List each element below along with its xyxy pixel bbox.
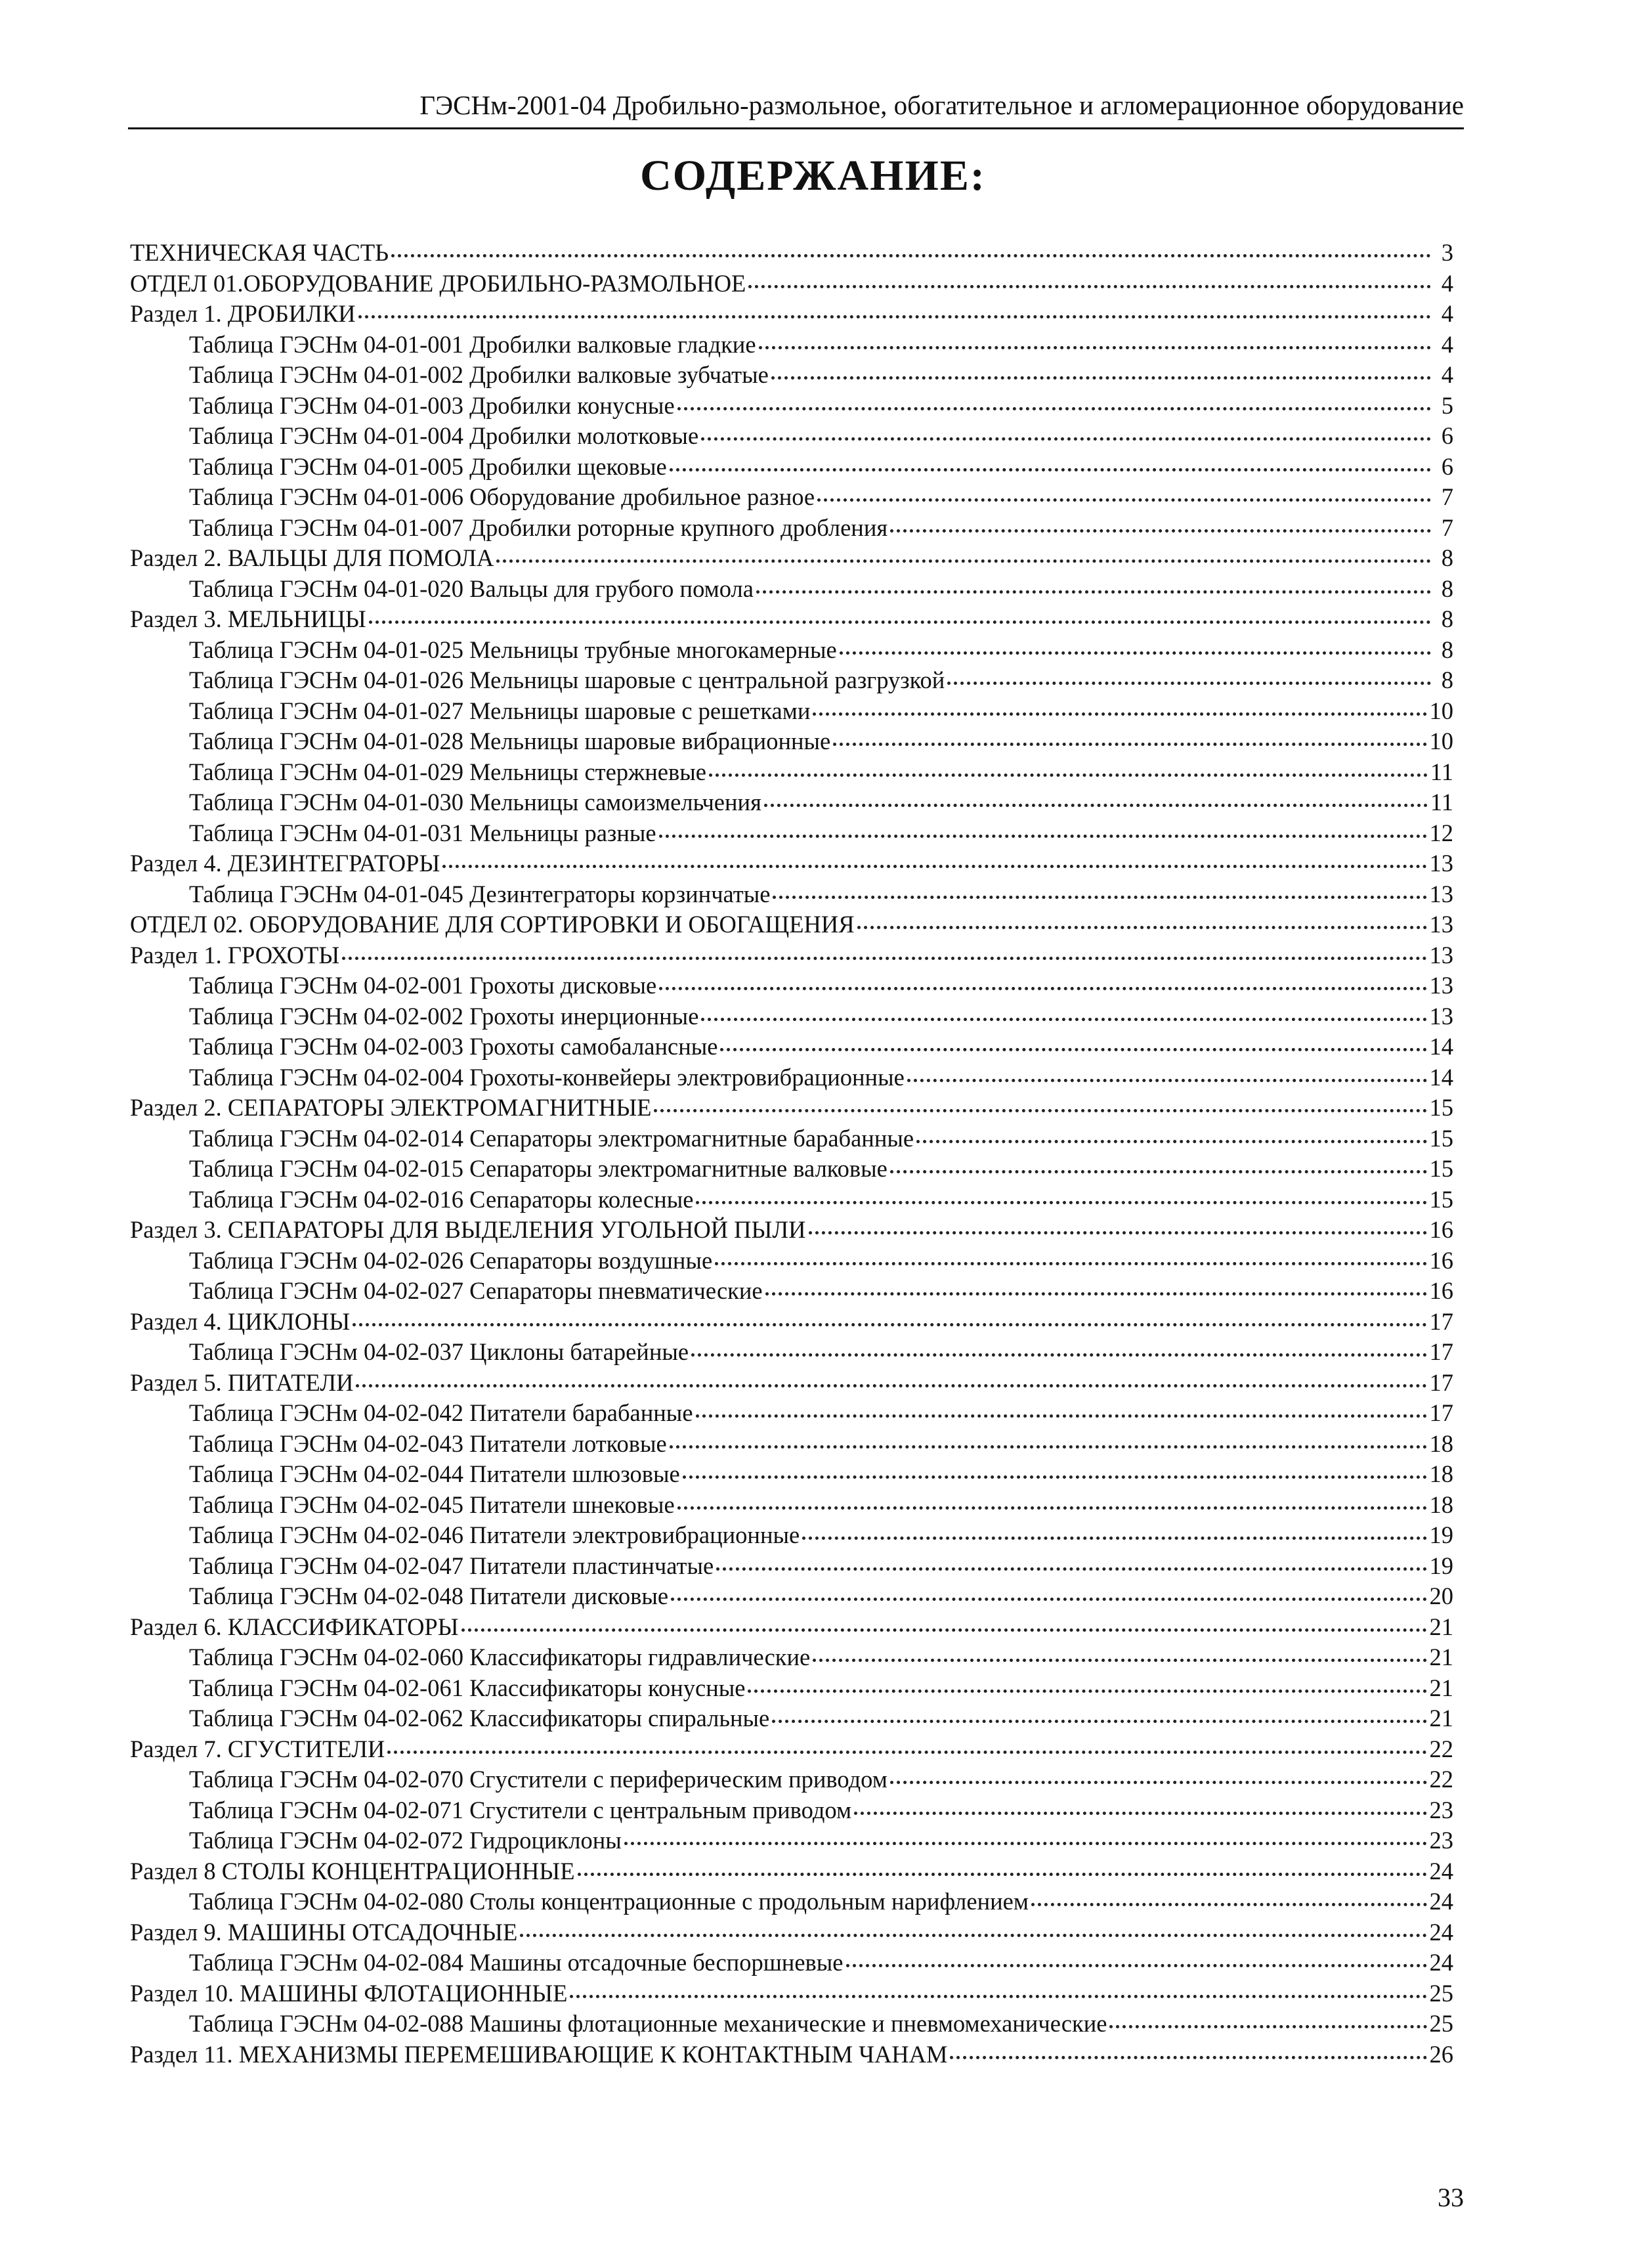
dot-leader [748, 285, 1431, 288]
page-title: СОДЕРЖАНИЕ: [640, 152, 986, 200]
dot-leader [578, 1873, 1427, 1876]
toc-entry-page: 20 [1429, 1582, 1453, 1609]
toc-entry-page: 10 [1429, 697, 1453, 724]
toc-entry-page: 16 [1429, 1277, 1453, 1304]
toc-entry-page: 17 [1429, 1368, 1453, 1396]
toc-entry-page: 5 [1441, 391, 1453, 419]
toc-entry-page: 23 [1429, 1796, 1453, 1823]
dot-leader [857, 926, 1427, 929]
toc-entry-page: 13 [1429, 911, 1453, 938]
toc-entry-page: 14 [1429, 1063, 1453, 1091]
toc-entry-title: Таблица ГЭСНм 04-01-031 Мельницы разные [189, 819, 656, 846]
toc-entry-page: 24 [1429, 1857, 1453, 1885]
toc-entry-page: 11 [1430, 758, 1453, 785]
dot-leader [773, 896, 1426, 899]
toc-entry-title: Таблица ГЭСНм 04-02-061 Классификаторы конусные [189, 1674, 746, 1701]
toc-entry-table [130, 879, 1453, 910]
toc-entry-page: 13 [1429, 972, 1453, 999]
toc-entry-title: Раздел 3. СЕПАРАТОРЫ ДЛЯ ВЫДЕЛЕНИЯ УГОЛЬНОЙ ПЫЛИ [130, 1216, 806, 1243]
toc-entry-title: Таблица ГЭСНм 04-02-062 Классификаторы спиральные [189, 1705, 770, 1732]
toc-entry-title: Раздел 10. МАШИНЫ ФЛОТАЦИОННЫЕ [130, 1979, 568, 2007]
toc-entry-page: 25 [1429, 1979, 1453, 2007]
toc-entry-table [130, 1764, 1453, 1795]
toc-entry-table [130, 1398, 1453, 1429]
toc-entry-section [130, 940, 1453, 971]
toc-entry-title: Таблица ГЭСНм 04-02-027 Сепараторы пневматические [189, 1277, 763, 1304]
toc-entry-page: 13 [1429, 941, 1453, 969]
dot-leader [677, 407, 1431, 410]
toc-entry-title: Таблица ГЭСНм 04-02-071 Сгустители с центральным приводом [189, 1796, 852, 1823]
toc-entry-table [130, 421, 1453, 452]
dot-leader [442, 865, 1426, 868]
dot-leader [772, 1720, 1426, 1723]
toc-entry-title: Таблица ГЭСНм 04-01-002 Дробилки валковые зубчатые [189, 361, 769, 388]
toc-entry-page: 26 [1429, 2040, 1453, 2068]
dot-leader [683, 1475, 1427, 1479]
toc-entry-table [130, 818, 1453, 849]
dot-leader [701, 437, 1431, 441]
toc-entry-page: 15 [1429, 1124, 1453, 1152]
toc-entry-table [130, 574, 1453, 605]
toc-entry-section [130, 269, 1453, 299]
toc-entry-page: 21 [1429, 1705, 1453, 1732]
dot-leader [709, 774, 1428, 777]
toc-entry-title: Таблица ГЭСНм 04-02-080 Столы концентрационные с продольным нарифлением [189, 1888, 1029, 1915]
toc-entry-title: Раздел 5. ПИТАТЕЛИ [130, 1368, 354, 1396]
toc-entry-title: Таблица ГЭСНм 04-01-045 Дезинтеграторы корзинчатые [189, 880, 771, 907]
toc-entry-title: Раздел 2. ВАЛЬЦЫ ДЛЯ ПОМОЛА [130, 544, 494, 571]
toc-entry-table [130, 635, 1453, 666]
toc-entry-table [130, 665, 1453, 696]
dot-leader [813, 1659, 1426, 1662]
toc-entry-title: Таблица ГЭСНм 04-02-060 Классификаторы гидравлические [189, 1644, 811, 1670]
toc-entry-page: 17 [1429, 1399, 1453, 1426]
toc-entry-page: 17 [1429, 1338, 1453, 1365]
toc-entry-title: Раздел 9. МАШИНЫ ОТСАДОЧНЫЕ [130, 1918, 518, 1946]
dot-leader [916, 1140, 1426, 1143]
toc-entry-page: 8 [1441, 605, 1453, 632]
toc-entry-section [130, 604, 1453, 635]
toc-entry-title: Раздел 1. ДРОБИЛКИ [130, 300, 356, 327]
toc-entry-title: Раздел 6. КЛАССИФИКАТОРЫ [130, 1613, 459, 1640]
toc-entry-title: Таблица ГЭСНм 04-02-088 Машины флотационные механические и пневмомеханические [189, 2010, 1107, 2037]
dot-leader [369, 621, 1431, 624]
toc-entry-table [130, 1062, 1453, 1093]
toc-entry-table [130, 330, 1453, 360]
toc-entry-page: 21 [1429, 1644, 1453, 1670]
toc-entry-page: 18 [1429, 1491, 1453, 1518]
toc-entry-title: Таблица ГЭСНм 04-02-037 Циклоны батарейные [189, 1338, 689, 1365]
dot-leader [496, 559, 1431, 563]
dot-leader [659, 835, 1427, 838]
toc-entry-title: Таблица ГЭСНм 04-01-001 Дробилки валковые гладкие [189, 330, 756, 358]
toc-entry-table [130, 360, 1453, 391]
toc-entry-title: Таблица ГЭСНм 04-01-029 Мельницы стержневые [189, 758, 706, 785]
toc-entry-title: ОТДЕЛ 01.ОБОРУДОВАНИЕ ДРОБИЛЬНО-РАЗМОЛЬНОЕ [130, 269, 746, 297]
toc-entry-page: 7 [1441, 483, 1453, 510]
dot-leader [461, 1628, 1427, 1632]
toc-entry-title: Таблица ГЭСНм 04-02-047 Питатели пластинчатые [189, 1552, 714, 1579]
dot-leader [771, 376, 1431, 380]
dot-leader [813, 712, 1426, 716]
toc-entry-table [130, 1581, 1453, 1612]
dot-leader [802, 1537, 1426, 1540]
toc-entry-page: 17 [1429, 1307, 1453, 1335]
dot-leader [950, 2056, 1426, 2059]
toc-entry-page: 18 [1429, 1460, 1453, 1487]
toc-entry-table [130, 1642, 1453, 1673]
toc-entry-title: Таблица ГЭСНм 04-01-007 Дробилки роторные крупного дробления [189, 513, 888, 541]
toc-entry-title: Таблица ГЭСНм 04-01-026 Мельницы шаровые с центральной разгрузкой [189, 666, 945, 693]
toc-entry-table [130, 1185, 1453, 1215]
toc-entry-table [130, 1123, 1453, 1154]
toc-entry-page: 7 [1441, 513, 1453, 541]
toc-entry-table [130, 1276, 1453, 1307]
running-header: ГЭСНм-2001-04 Дробильно-размольное, обогатительное и агломерационное оборудование [419, 90, 1464, 120]
dot-leader [387, 1751, 1426, 1754]
toc-entry-page: 8 [1441, 636, 1453, 663]
toc-entry-section [130, 2039, 1453, 2070]
page-number: 33 [1438, 2183, 1464, 2212]
toc-entry-table [130, 1337, 1453, 1368]
dot-leader [671, 1598, 1426, 1601]
toc-entry-section [130, 1612, 1453, 1643]
toc-entry-title: ТЕХНИЧЕСКАЯ ЧАСТЬ [130, 239, 389, 266]
toc-entry-table [130, 2009, 1453, 2039]
dot-leader [356, 1384, 1426, 1387]
toc-entry-title: Таблица ГЭСНм 04-02-002 Грохоты инерционные [189, 1002, 699, 1030]
dot-leader [353, 1323, 1426, 1326]
toc-entry-page: 10 [1429, 728, 1453, 754]
dot-leader [748, 1690, 1426, 1693]
dot-leader [677, 1506, 1427, 1510]
toc-entry-page: 18 [1429, 1429, 1453, 1457]
toc-entry-table [130, 452, 1453, 483]
toc-entry-table [130, 757, 1453, 788]
toc-entry-section [130, 1215, 1453, 1246]
toc-entry-section [130, 909, 1453, 940]
dot-leader [890, 1781, 1427, 1784]
toc-entry-section [130, 1307, 1453, 1338]
toc-entry-table [130, 1520, 1453, 1551]
toc-entry-table [130, 391, 1453, 422]
toc-entry-title: Раздел 4. ДЕЗИНТЕГРАТОРЫ [130, 850, 440, 877]
dot-leader [756, 590, 1431, 594]
toc-entry-title: Раздел 8 СТОЛЫ КОНЦЕНТРАЦИОННЫЕ [130, 1857, 575, 1885]
toc-entry-title: Таблица ГЭСНм 04-01-003 Дробилки конусные [189, 391, 675, 419]
dot-leader [342, 957, 1426, 960]
toc-entry-title: Таблица ГЭСНм 04-02-044 Питатели шлюзовые [189, 1460, 680, 1487]
toc-entry-page: 16 [1429, 1216, 1453, 1243]
toc-entry-table [130, 1551, 1453, 1582]
toc-entry-title: Таблица ГЭСНм 04-02-014 Сепараторы электромагнитные барабанные [189, 1124, 914, 1152]
toc-entry-title: Раздел 4. ЦИКЛОНЫ [130, 1307, 351, 1335]
toc-entry-page: 13 [1429, 880, 1453, 907]
toc-entry-page: 8 [1441, 544, 1453, 571]
dot-leader [809, 1231, 1427, 1234]
toc-entry-page: 4 [1441, 330, 1453, 358]
dot-leader [817, 498, 1431, 502]
toc-entry-title: Таблица ГЭСНм 04-02-048 Питатели дисковые [189, 1582, 669, 1609]
toc-entry-title: Таблица ГЭСНм 04-02-042 Питатели барабанные [189, 1399, 693, 1426]
toc-entry-section [130, 1917, 1453, 1948]
toc-entry-page: 4 [1441, 269, 1453, 297]
dot-leader [715, 1262, 1426, 1265]
dot-leader [1109, 2025, 1426, 2028]
dot-leader [840, 651, 1431, 655]
toc-entry-page: 11 [1430, 789, 1453, 816]
dot-leader [696, 1201, 1426, 1204]
dot-leader [716, 1567, 1426, 1571]
toc-entry-table [130, 1032, 1453, 1062]
toc-entry-page: 3 [1441, 239, 1453, 266]
dot-leader [765, 1292, 1427, 1296]
toc-entry-page: 8 [1441, 666, 1453, 693]
toc-entry-table [130, 1001, 1453, 1032]
dot-leader [1031, 1903, 1427, 1906]
toc-entry-table [130, 1490, 1453, 1521]
toc-entry-title: Таблица ГЭСНм 04-01-020 Вальцы для грубого помола [189, 575, 754, 602]
toc-entry-table [130, 1703, 1453, 1734]
dot-leader [720, 1048, 1426, 1051]
toc-entry-table [130, 696, 1453, 727]
dot-leader [701, 1018, 1426, 1021]
dot-leader [846, 1964, 1427, 1967]
toc-entry-page: 13 [1429, 1002, 1453, 1030]
toc-entry-title: Таблица ГЭСНм 04-02-016 Сепараторы колесные [189, 1185, 694, 1213]
toc-entry-page: 19 [1429, 1521, 1453, 1548]
toc-entry-title: Таблица ГЭСНм 04-02-004 Грохоты-конвейеры электровибрационные [189, 1063, 905, 1091]
table-of-contents [130, 238, 1453, 2070]
dot-leader [764, 804, 1428, 807]
toc-entry-title: Таблица ГЭСНм 04-02-084 Машины отсадочные беспоршневые [189, 1949, 844, 1976]
toc-entry-section [130, 1978, 1453, 2009]
dot-leader [570, 1995, 1426, 1998]
dot-leader [890, 529, 1431, 533]
header-divider [128, 127, 1464, 129]
toc-entry-title: Таблица ГЭСНм 04-02-043 Питатели лотковые [189, 1429, 667, 1457]
toc-entry-title: Таблица ГЭСНм 04-01-030 Мельницы самоизмельчения [189, 789, 761, 816]
toc-entry-table [130, 1886, 1453, 1917]
toc-entry-page: 14 [1429, 1033, 1453, 1060]
dot-leader [696, 1414, 1427, 1418]
dot-leader [670, 1445, 1427, 1449]
toc-entry-page: 6 [1441, 422, 1453, 449]
toc-entry-section [130, 299, 1453, 330]
toc-entry-table [130, 970, 1453, 1001]
toc-entry-page: 21 [1429, 1613, 1453, 1640]
toc-entry-title: Таблица ГЭСНм 04-01-028 Мельницы шаровые вибрационные [189, 728, 831, 754]
toc-entry-page: 19 [1429, 1552, 1453, 1579]
dot-leader [833, 743, 1426, 746]
toc-entry-title: Таблица ГЭСНм 04-02-070 Сгустители с периферическим приводом [189, 1766, 888, 1793]
dot-leader [854, 1812, 1426, 1815]
dot-leader [947, 682, 1431, 685]
toc-entry-table [130, 787, 1453, 818]
toc-entry-title: Таблица ГЭСНм 04-01-004 Дробилки молотковые [189, 422, 699, 449]
toc-entry-page: 15 [1429, 1094, 1453, 1121]
toc-entry-page: 23 [1429, 1827, 1453, 1854]
dot-leader [890, 1170, 1427, 1173]
dot-leader [654, 1109, 1426, 1112]
toc-entry-page: 24 [1429, 1918, 1453, 1946]
toc-entry-table [130, 726, 1453, 757]
toc-entry-section [130, 1093, 1453, 1123]
toc-entry-title: Таблица ГЭСНм 04-01-005 Дробилки щековые [189, 452, 667, 480]
toc-entry-table [130, 1429, 1453, 1460]
toc-entry-title: Таблица ГЭСНм 04-02-026 Сепараторы воздушные [189, 1246, 713, 1274]
toc-entry-title: ОТДЕЛ 02. ОБОРУДОВАНИЕ ДЛЯ СОРТИРОВКИ И ОБОГАЩЕНИЯ [130, 911, 855, 938]
toc-entry-title: Таблица ГЭСНм 04-02-001 Грохоты дисковые [189, 972, 657, 999]
toc-entry-table [130, 1154, 1453, 1185]
toc-entry-page: 4 [1441, 300, 1453, 327]
toc-entry-page: 22 [1429, 1766, 1453, 1793]
toc-entry-section [130, 238, 1453, 269]
toc-entry-title: Таблица ГЭСНм 04-02-046 Питатели электровибрационные [189, 1521, 800, 1548]
toc-entry-title: Раздел 7. СГУСТИТЕЛИ [130, 1735, 385, 1762]
dot-leader [624, 1842, 1427, 1845]
dot-leader [391, 254, 1431, 257]
toc-entry-page: 21 [1429, 1674, 1453, 1701]
toc-entry-page: 4 [1441, 361, 1453, 388]
toc-entry-page: 6 [1441, 452, 1453, 480]
toc-entry-page: 13 [1429, 850, 1453, 877]
toc-entry-table [130, 1825, 1453, 1856]
toc-entry-title: Таблица ГЭСНм 04-02-072 Гидроциклоны [189, 1827, 622, 1854]
toc-entry-page: 12 [1429, 819, 1453, 846]
toc-entry-title: Таблица ГЭСНм 04-01-025 Мельницы трубные многокамерные [189, 636, 837, 663]
dot-leader [520, 1934, 1426, 1937]
toc-entry-page: 25 [1429, 2010, 1453, 2037]
toc-entry-section [130, 1856, 1453, 1887]
toc-entry-title: Таблица ГЭСНм 04-01-006 Оборудование дробильное разное [189, 483, 815, 510]
toc-entry-table [130, 1459, 1453, 1490]
toc-entry-table [130, 1948, 1453, 1978]
toc-entry-title: Таблица ГЭСНм 04-02-045 Питатели шнековые [189, 1491, 675, 1518]
dot-leader [759, 346, 1431, 349]
toc-entry-page: 24 [1429, 1949, 1453, 1976]
toc-entry-page: 24 [1429, 1888, 1453, 1915]
toc-entry-table [130, 1673, 1453, 1704]
toc-entry-title: Раздел 2. СЕПАРАТОРЫ ЭЛЕКТРОМАГНИТНЫЕ [130, 1094, 652, 1121]
toc-entry-page: 8 [1441, 575, 1453, 602]
toc-entry-table [130, 1795, 1453, 1826]
dot-leader [659, 987, 1426, 990]
dot-leader [358, 315, 1431, 318]
dot-leader [670, 468, 1431, 471]
toc-entry-title: Таблица ГЭСНм 04-02-015 Сепараторы электромагнитные валковые [189, 1155, 888, 1182]
dot-leader [691, 1353, 1426, 1357]
toc-entry-section [130, 1368, 1453, 1399]
toc-entry-title: Таблица ГЭСНм 04-01-027 Мельницы шаровые с решетками [189, 697, 811, 724]
toc-entry-section [130, 848, 1453, 879]
toc-entry-table [130, 513, 1453, 544]
toc-entry-title: Таблица ГЭСНм 04-02-003 Грохоты самобалансные [189, 1033, 718, 1060]
toc-entry-title: Раздел 1. ГРОХОТЫ [130, 941, 340, 969]
toc-entry-page: 15 [1429, 1185, 1453, 1213]
dot-leader [907, 1079, 1427, 1082]
toc-entry-section [130, 543, 1453, 574]
toc-entry-table [130, 482, 1453, 513]
toc-entry-page: 22 [1429, 1735, 1453, 1762]
toc-entry-table [130, 1246, 1453, 1276]
toc-entry-title: Раздел 11. МЕХАНИЗМЫ ПЕРЕМЕШИВАЮЩИЕ К КОНТАКТНЫМ ЧАНАМ [130, 2040, 948, 2068]
toc-entry-page: 15 [1429, 1155, 1453, 1182]
toc-entry-section [130, 1734, 1453, 1765]
toc-entry-title: Раздел 3. МЕЛЬНИЦЫ [130, 605, 366, 632]
toc-entry-page: 16 [1429, 1246, 1453, 1274]
